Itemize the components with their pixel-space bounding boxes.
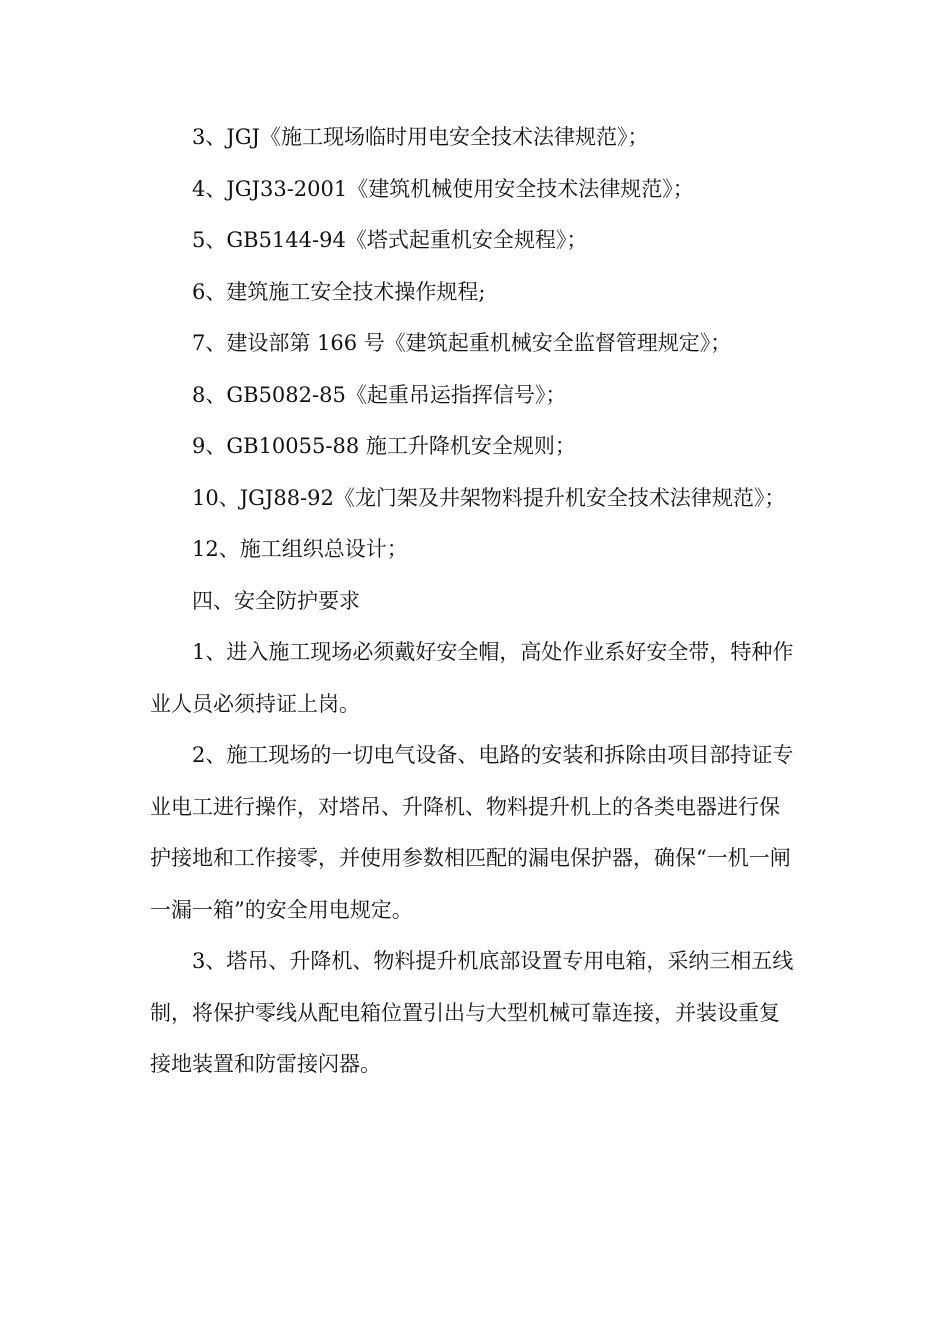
- paragraph-ref-12: 12、施工组织总设计；: [192, 537, 408, 561]
- paragraph-requirement-1: 1、进入施工现场必须戴好安全帽，高处作业系好安全带，特种作业人员必须持证上岗。: [150, 640, 794, 716]
- paragraph-ref-3: 3、JGJ《施工现场临时用电安全技术法律规范》；: [192, 125, 649, 149]
- paragraph-requirement-3: 3、塔吊、升降机、物料提升机底部设置专用电箱，采纳三相五线制，将保护零线从配电箱位置引出与大型机械可靠连接，并装设重复接地装置和防雷接闪器。: [150, 949, 794, 1076]
- paragraph-requirement-2: 2、施工现场的一切电气设备、电路的安装和拆除由项目部持证专业电工进行操作，对塔吊、升降机、物料提升机上的各类电器进行保护接地和工作接零，并使用参数相匹配的漏电保护器，确保“一机一闸一漏一箱”的安全用电规定。: [150, 743, 794, 922]
- paragraph-ref-4: 4、JGJ33-2001《建筑机械使用安全技术法律规范》；: [192, 176, 694, 201]
- paragraph-ref-5: 5、GB5144-94《塔式起重机安全规程》；: [192, 228, 588, 252]
- document-body: [150, 112, 800, 1091]
- paragraph-ref-6: 6、建筑施工安全技术操作规程;: [192, 279, 486, 304]
- paragraph-ref-10: 10、JGJ88-92《龙门架及井架物料提升机安全技术法律规范》；: [192, 485, 786, 510]
- paragraph-ref-7: 7、建设部第 166 号《建筑起重机械安全监督管理规定》；: [192, 331, 732, 355]
- paragraph-ref-9: 9、GB10055-88 施工升降机安全规则；: [192, 434, 576, 458]
- paragraph-ref-8: 8、GB5082-85《起重吊运指挥信号》；: [192, 382, 567, 407]
- section-heading-safety-requirements: 四、安全防护要求: [192, 588, 360, 613]
